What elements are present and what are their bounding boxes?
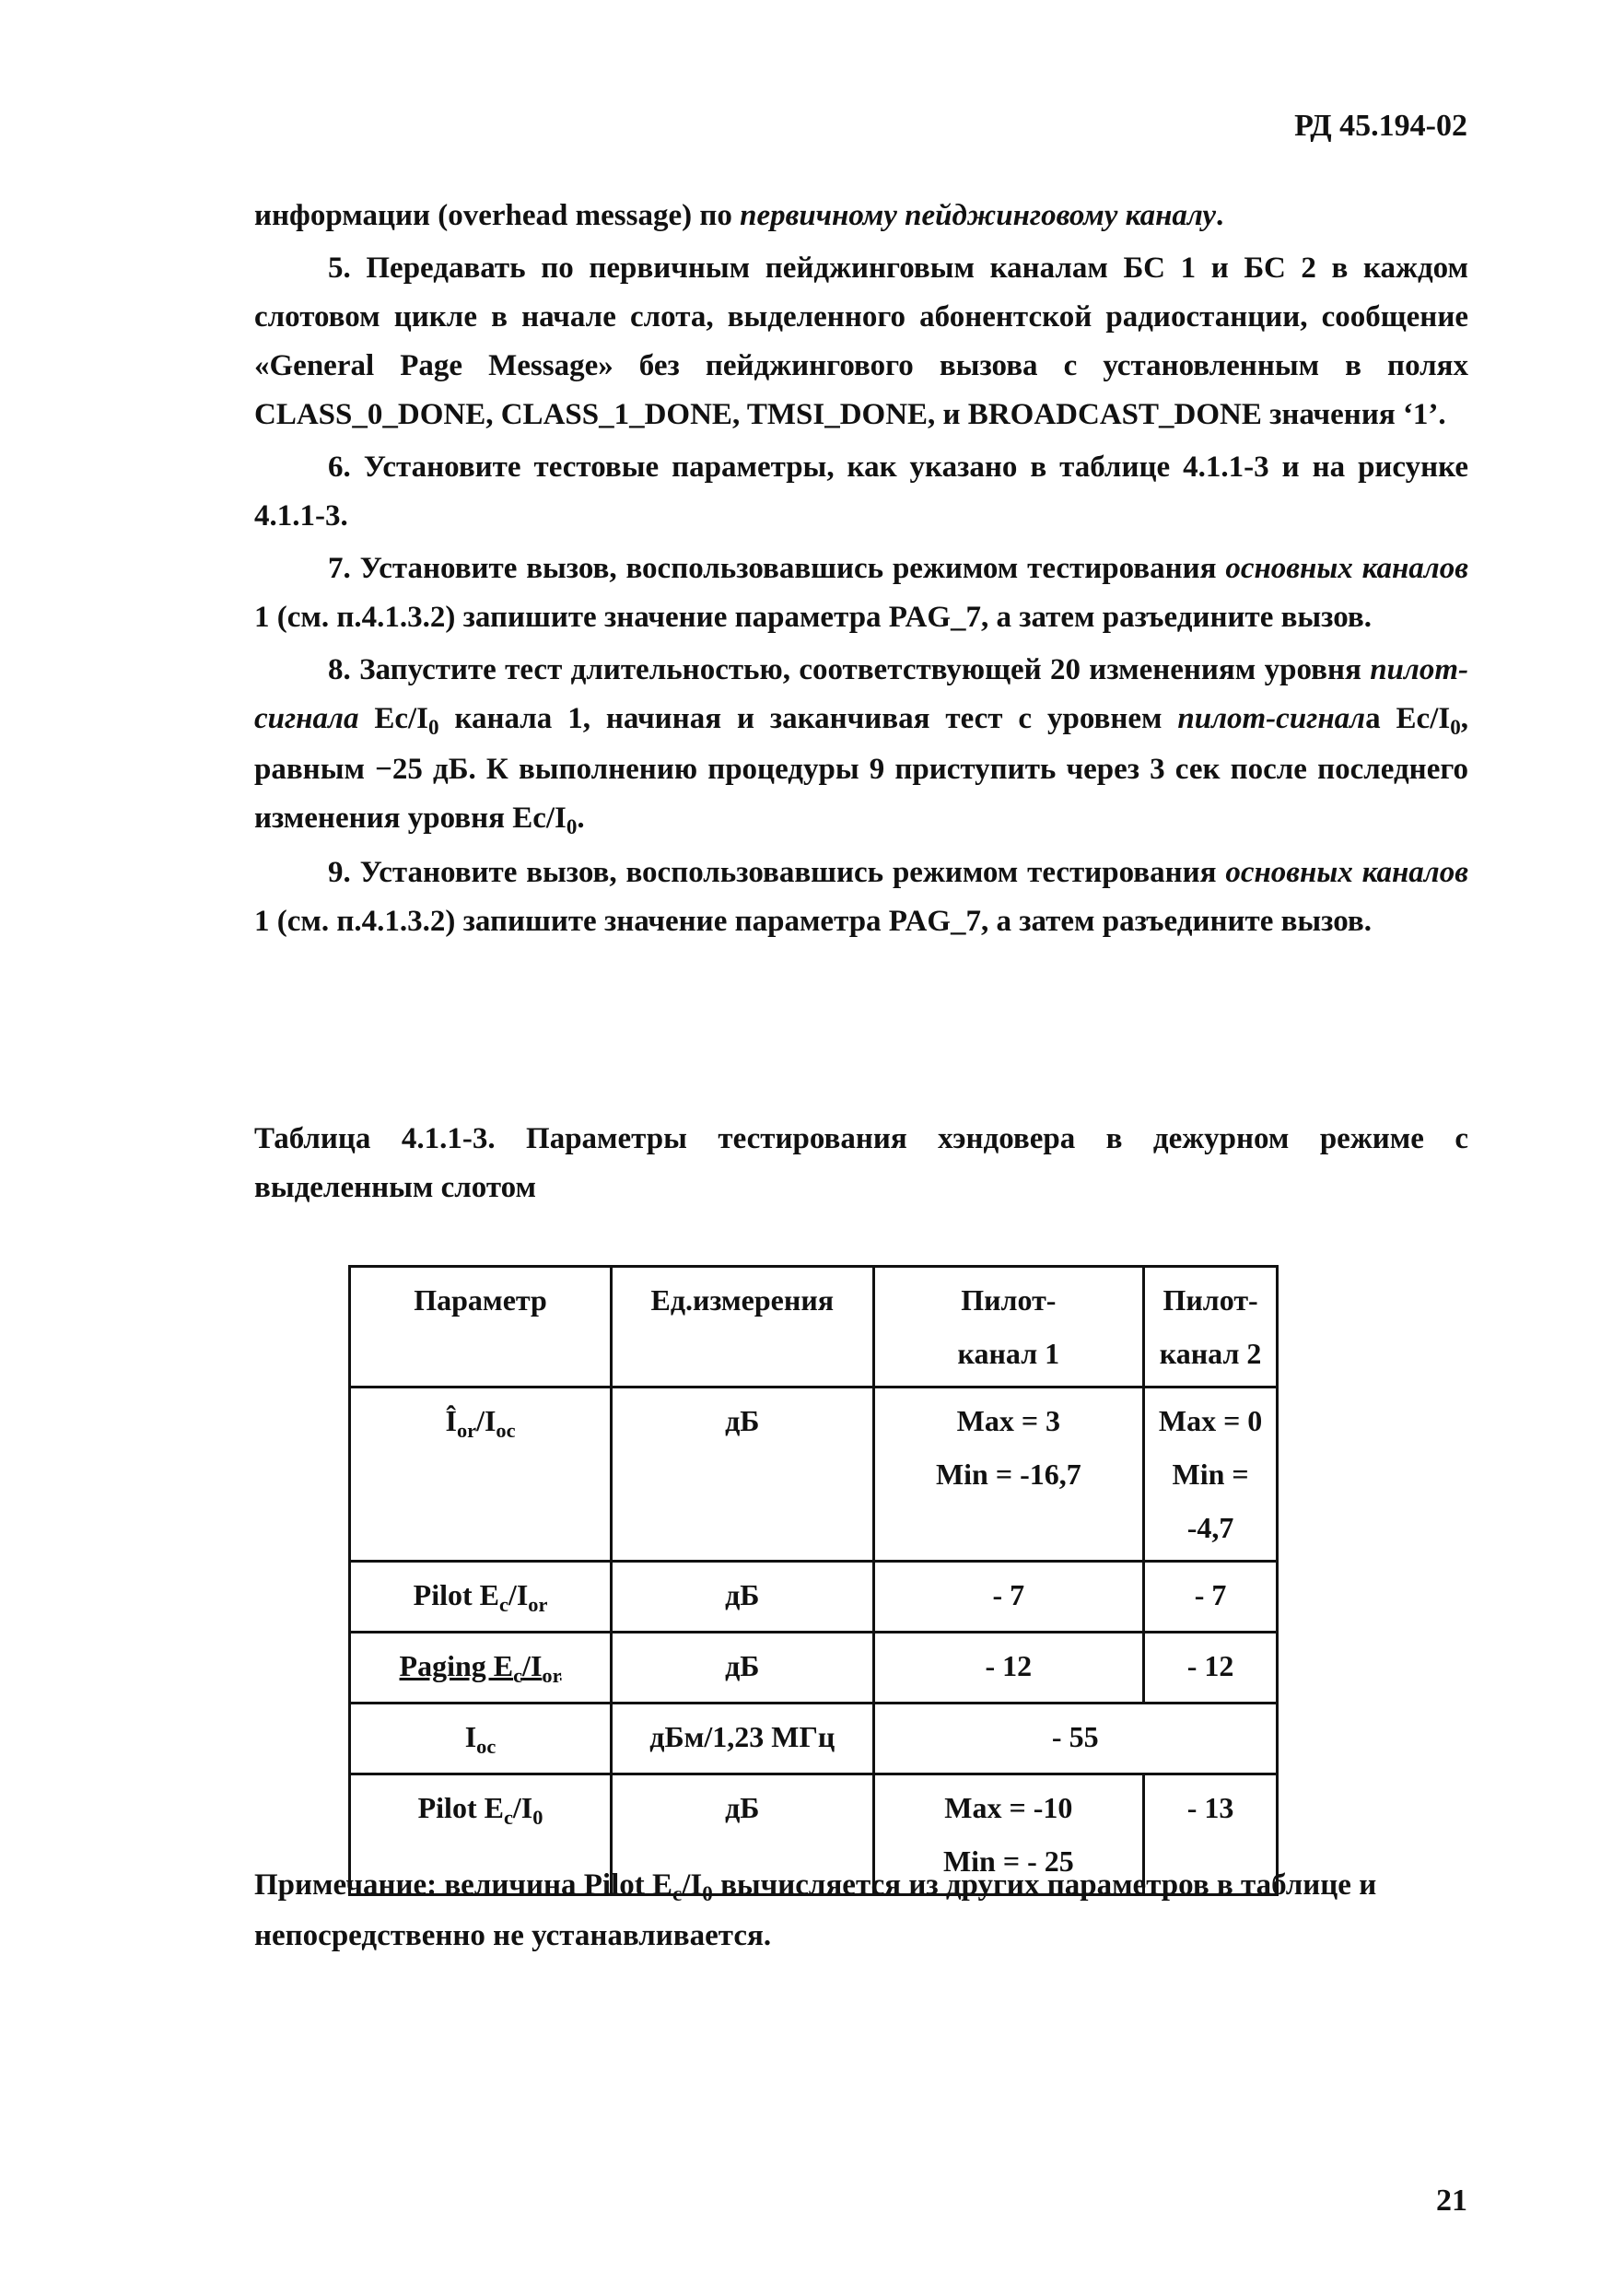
row-channel-2: - 12: [1144, 1633, 1278, 1704]
table-row: [350, 1633, 1278, 1704]
row-merged-value: - 55: [873, 1704, 1277, 1774]
paragraph-6: 6. Установите тестовые параметры, как указано в таблице 4.1.1-3 и на рисунке 4.1.1-3.: [254, 451, 1468, 533]
row-param: Pilot $E_c/I_{or}$: [350, 1562, 612, 1633]
paragraph-7: 7. Установите вызов, воспользовавшись режимом тестирования основных каналов 1 (см. п.4.1.3.2) запишите значение параметра PAG_7, а затем разъедините вызов.: [254, 552, 1468, 634]
row-channel-1: Max = 3 Min = -16,7: [873, 1388, 1144, 1562]
header-param: Параметр: [350, 1267, 612, 1388]
row-channel-1: - 7: [873, 1562, 1144, 1633]
paragraph-5: 5. Передавать по первичным пейджинговым каналам БС 1 и БС 2 в каждом слотовом цикле в начале слота, выделенного абонентской радиостанции, сообщение «General Page Message» без пейджингового вызова с установленным в полях CLASS_0_DONE, CLASS_1_DONE, TMSI_DONE, и BROADCAST_DONE значения ‘1’.: [254, 252, 1468, 431]
header-channel-2: Пилот- канал 2: [1144, 1267, 1278, 1388]
row-param: Paging $E_c/I_{or}$: [350, 1633, 612, 1704]
paragraph-9: 9. Установите вызов, воспользовавшись режимом тестирования основных каналов 1 (см. п.4.1.3.2) запишите значение параметра PAG_7, а затем разъедините вызов.: [254, 856, 1468, 938]
table-row: [350, 1388, 1278, 1562]
body-text: [254, 192, 1468, 946]
table-note: Примечание: величина Pilot $E_c/I_0$ вычисляется из других параметров в таблице и непосредственно не устанавливается.: [254, 1868, 1377, 1952]
row-unit: дБ: [612, 1388, 873, 1562]
header-unit: Ед.измерения: [612, 1267, 873, 1388]
header-channel-1: Пилот- канал 1: [873, 1267, 1144, 1388]
parameters-table: [348, 1265, 1279, 1896]
page-number: 21: [1436, 2184, 1467, 2218]
row-unit: дБ: [612, 1562, 873, 1633]
row-channel-2: Max = 0 Min = -4,7: [1144, 1388, 1278, 1562]
paragraph-8: 8. Запустите тест длительностью, соответствующей 20 изменениям уровня пилот-сигнала $Ec/I_0$ канала 1, начиная и заканчивая тест с уровнем пилот-сигнала $Ec/I_0$, равным −25 дБ. К выполнению процедуры 9 приступить через 3 сек после последнего изменения уровня $Ec/I_0$.: [254, 653, 1468, 838]
row-param: $Î_{or}/I_{oc}$: [350, 1388, 612, 1562]
table-row: [350, 1562, 1278, 1633]
paragraph-continuation: информации (overhead message) по первичному пейджинговому каналу.: [254, 199, 1224, 232]
document-code: РД 45.194-02: [1294, 109, 1467, 143]
row-param: Pilot $E_c/I_0$: [350, 1774, 612, 1895]
row-param: $I_{oc}$: [350, 1704, 612, 1774]
row-channel-1: Max = -10 Min = - 25: [873, 1774, 1144, 1895]
table-header-row: [350, 1267, 1278, 1388]
row-unit: дБм/1,23 МГц: [612, 1704, 873, 1774]
row-channel-2: - 13: [1144, 1774, 1278, 1895]
table-row: [350, 1704, 1278, 1774]
row-unit: дБ: [612, 1633, 873, 1704]
table-caption: Таблица 4.1.1-3. Параметры тестирования хэндовера в дежурном режиме с выделенным слотом: [254, 1122, 1468, 1204]
row-channel-1: - 12: [873, 1633, 1144, 1704]
row-channel-2: - 7: [1144, 1562, 1278, 1633]
row-unit: дБ: [612, 1774, 873, 1895]
